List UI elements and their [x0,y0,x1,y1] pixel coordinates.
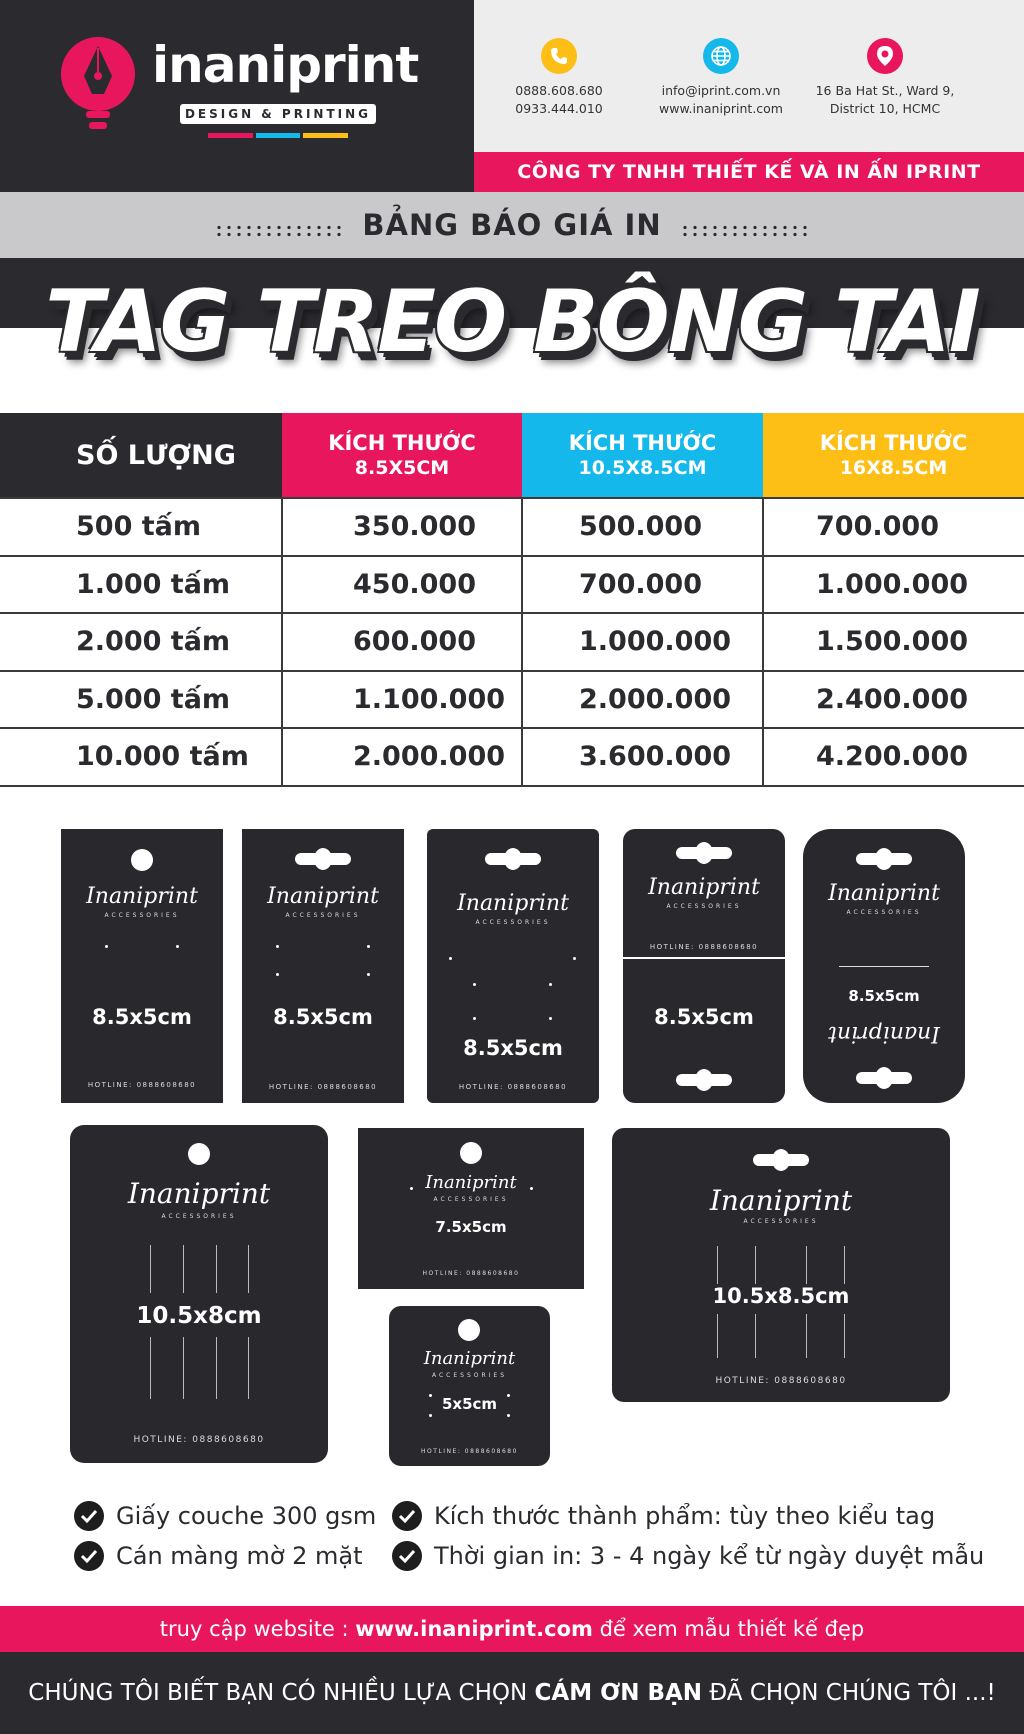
feature-text: Cán màng mờ 2 mặt [116,1542,363,1570]
sample-tag-6 [70,1125,328,1463]
footer-website-link[interactable]: www.inaniprint.com [355,1617,593,1641]
tag-brand: Inaniprint [423,1348,516,1369]
check-icon [392,1541,422,1571]
tag-brand: Inaniprint [86,884,198,909]
sample-tag-1 [61,829,223,1103]
address-line-1: 16 Ba Hat St., Ward 9, [815,83,955,98]
subtitle-band [0,192,1024,258]
divider-line [717,1314,718,1358]
earring-pin [367,945,370,948]
tag-brand: Inaniprint [267,884,379,909]
price-cell: 1.500.000 [763,613,1024,671]
subtitle-text: BẢNG BÁO GIÁ IN [362,208,662,242]
feature-time [392,1541,984,1571]
sample-tag-4 [623,829,785,1103]
tag-accessories: ACCESSORIES [161,1213,237,1220]
earring-pin [573,957,576,960]
size-column-header-2 [522,413,763,498]
sample-tag-9 [612,1128,950,1402]
price-cell: 4.200.000 [763,728,1024,786]
tag-brand: Inaniprint [127,1177,271,1210]
qty-cell: 2.000 tấm [0,613,282,671]
hanging-hole [188,1143,210,1165]
tag-size: 10.5x8cm [136,1303,262,1329]
tag-brand: Inaniprint [709,1184,853,1217]
tag-brand: Inaniprint [425,1172,517,1193]
tag-size: 8.5x5cm [654,1005,754,1029]
footer-visit-prefix: truy cập website : [159,1617,356,1641]
earring-pin [367,973,370,976]
tag-hotline: HOTLINE: 0888608680 [421,1448,518,1455]
col3-line1: KÍCH THƯỚC [819,430,968,455]
footer-thanks-prefix: CHÚNG TÔI BIẾT BẠN CÓ NHIỀU LỰA CHỌN [28,1680,535,1706]
earring-pin [449,957,452,960]
sample-tag-8 [389,1306,550,1466]
earring-pin [549,983,552,986]
feature-text: Kích thước thành phẩm: tùy theo kiểu tag [434,1502,936,1530]
footer-visit-suffix: để xem mẫu thiết kế đẹp [592,1617,865,1641]
earring-pin [276,945,279,948]
email-text: info@iprint.com.vn [661,83,781,98]
phone-number-1: 0888.608.680 [515,83,603,98]
hanging-slot [485,853,541,865]
tag-brand: Inaniprint [648,875,760,900]
divider-line [183,1337,184,1399]
divider-line [844,1246,845,1284]
tag-size: 5x5cm [441,1395,498,1413]
check-icon [74,1541,104,1571]
tag-accessories: ACCESSORIES [431,1372,508,1379]
tag-hotline: HOTLINE: 0888608680 [133,1435,265,1445]
table-row [0,556,1024,614]
earring-pin [530,1187,533,1190]
hanging-slot-bottom [856,1072,912,1084]
tag-hotline: HOTLINE: 0888608680 [268,1083,378,1091]
check-icon [392,1501,422,1531]
dots-left [214,224,344,238]
table-header-row [0,413,1024,498]
page-title: TAG TREO BÔNG TAI [45,272,979,372]
tag-hotline: HOTLINE: 0888608680 [649,943,759,951]
tag-accessories: ACCESSORIES [846,909,922,916]
col1-line1: KÍCH THƯỚC [328,430,476,455]
phone-number-2: 0933.444.010 [515,101,603,116]
divider-line [150,1245,151,1293]
footer-website-bar [0,1606,1024,1652]
size-column-header-1 [282,413,522,498]
divider-line [216,1337,217,1399]
footer-thanks-bar [0,1652,1024,1734]
price-cell: 2.000.000 [522,671,763,729]
location-pin-icon [867,38,903,74]
price-cell: 500.000 [522,498,763,556]
table-row [0,728,1024,786]
divider-line [183,1245,184,1293]
hanging-slot [856,853,912,865]
header-brand-panel [0,0,474,192]
feature-size [392,1501,935,1531]
hanging-slot-bottom [676,1074,732,1086]
divider-line [216,1245,217,1293]
tag-accessories: ACCESSORIES [475,919,551,926]
earring-pin [473,983,476,986]
tag-size: 10.5x8.5cm [712,1284,850,1308]
table-row [0,671,1024,729]
brand-name: inaniprint [152,36,419,94]
col2-line2: 10.5X8.5CM [578,456,707,479]
tag-brand: Inaniprint [828,881,940,906]
price-cell: 3.600.000 [522,728,763,786]
size-column-header-3 [763,413,1024,498]
earring-pin [176,945,179,948]
pen-nib-bulb-icon [58,36,138,144]
earring-pin [473,1017,476,1020]
tag-accessories: ACCESSORIES [666,903,742,910]
price-cell: 1.000.000 [522,613,763,671]
divider-line [248,1337,249,1399]
check-icon [74,1501,104,1531]
qty-cell: 10.000 tấm [0,728,282,786]
phone-icon [541,38,577,74]
tag-brand-inverted: Inaniprint [828,1021,940,1046]
divider-line [806,1246,807,1284]
footer-thanks-bold: CÁM ƠN BẠN [534,1680,703,1706]
divider-line [755,1314,756,1358]
tag-brand: Inaniprint [457,891,569,916]
qty-cell: 5.000 tấm [0,671,282,729]
feature-text: Thời gian in: 3 - 4 ngày kể từ ngày duyệt mẫu [434,1542,985,1570]
col1-line2: 8.5X5CM [354,456,450,479]
col3-line2: 16X8.5CM [839,456,948,479]
price-cell: 700.000 [522,556,763,614]
tag-size: 7.5x5cm [435,1218,507,1236]
col2-line1: KÍCH THƯỚC [568,430,717,455]
price-cell: 700.000 [763,498,1024,556]
header-contact-panel [474,0,1024,152]
feature-text: Giấy couche 300 gsm [116,1502,377,1530]
website-text: www.inaniprint.com [659,101,783,116]
earring-pin [429,1414,432,1417]
hanging-slot [753,1154,809,1166]
footer-thanks-suffix: ĐÃ CHỌN CHÚNG TÔI ...! [702,1680,996,1706]
tag-size: 8.5x5cm [848,987,920,1005]
price-cell: 350.000 [282,498,522,556]
tag-size: 8.5x5cm [463,1036,563,1060]
price-table [0,413,1024,787]
price-cell: 2.000.000 [282,728,522,786]
tag-accessories: ACCESSORIES [743,1218,819,1225]
tag-accessories: ACCESSORIES [433,1196,509,1203]
tag-hotline: HOTLINE: 0888608680 [458,1083,568,1091]
globe-icon [703,38,739,74]
divider-line [248,1245,249,1293]
price-cell: 600.000 [282,613,522,671]
brand-color-stripes [208,133,348,138]
table-row [0,613,1024,671]
feature-laminate [74,1541,363,1571]
tag-hotline: HOTLINE: 0888608680 [87,1081,197,1089]
earring-pin [549,1017,552,1020]
hanging-slot [676,847,732,859]
price-cell: 2.400.000 [763,671,1024,729]
divider-line [806,1314,807,1358]
earring-pin [105,945,108,948]
address-line-2: District 10, HCMC [829,101,941,116]
tag-size: 8.5x5cm [273,1005,373,1029]
price-cell: 1.100.000 [282,671,522,729]
earring-pin [410,1187,413,1190]
contact-phone [474,38,644,118]
sample-tag-5 [803,829,965,1103]
tag-size: 8.5x5cm [92,1005,192,1029]
divider-line [755,1246,756,1284]
fold-line [839,966,929,967]
header [0,0,1024,192]
hanging-slot [295,853,351,865]
contact-web [636,38,806,118]
sample-tag-7 [358,1128,584,1289]
divider-line [844,1314,845,1358]
qty-column-header: SỐ LƯỢNG [0,413,282,498]
divider-line [150,1337,151,1399]
sample-tag-2 [242,829,404,1103]
divider-line [717,1246,718,1284]
tag-accessories: ACCESSORIES [285,912,361,919]
tag-accessories: ACCESSORIES [104,912,180,919]
tag-hotline: HOTLINE: 0888608680 [422,1270,520,1277]
table-row [0,498,1024,556]
hanging-hole [458,1319,480,1341]
qty-cell: 1.000 tấm [0,556,282,614]
dots-right [680,224,810,238]
hanging-hole [131,849,153,871]
fold-line [623,957,785,959]
feature-paper [74,1501,376,1531]
price-cell: 1.000.000 [763,556,1024,614]
company-name-bar: CÔNG TY TNHH THIẾT KẾ VÀ IN ẤN IPRINT [474,152,1024,192]
qty-cell: 500 tấm [0,498,282,556]
tag-hotline: HOTLINE: 0888608680 [715,1376,847,1386]
earring-pin [276,973,279,976]
earring-pin [507,1414,510,1417]
sample-tag-3 [427,829,599,1103]
price-cell: 450.000 [282,556,522,614]
hanging-hole [460,1142,482,1164]
contact-address [800,38,970,118]
brand-tagline: DESIGN & PRINTING [180,104,376,124]
